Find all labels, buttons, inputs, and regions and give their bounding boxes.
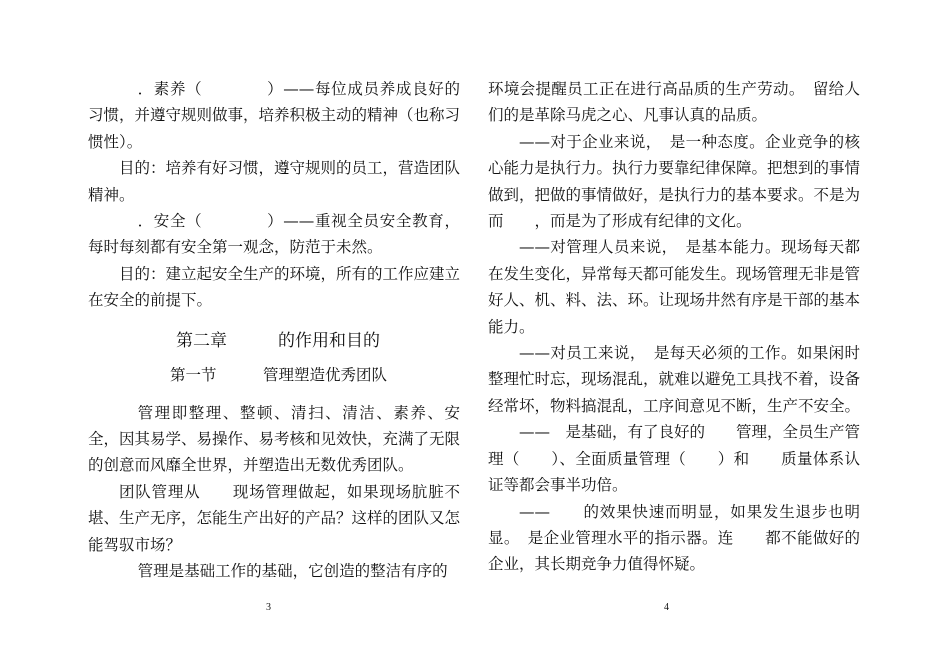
paragraph-team-management: 团队管理从 现场管理做起，如果现场肮脏不堪、生产无序，怎能生产出好的产品？这样的团队又怎能驾驭市场？ <box>88 482 461 554</box>
chapter-title: 第二章 的作用和目的 <box>176 330 380 351</box>
paragraph-management-intro: 管理即整理、整顿、清扫、清洁、素养、安全，因其易学、易操作、易考核和见效快，充满了无限的创意而风靡全世界，并塑造出无数优秀团队。 <box>88 403 461 475</box>
paragraph-safety-purpose: 目的：建立起安全生产的环境，所有的工作应建立在安全的前提下。 <box>88 264 461 310</box>
paragraph-environment: 环境会提醒员工正在进行高品质的生产劳动。 留给人们的是革除马虎之心、凡事认真的品质。 <box>488 80 860 125</box>
page-number-left: 3 <box>266 602 271 613</box>
paragraph-literacy-purpose: 目的：培养有好习惯，遵守规则的员工，营造团队精神。 <box>88 159 461 204</box>
paragraph-effect: —— 的效果快速而明显，如果发生退步也明显。 是企业管理水平的指示器。连 都不能做好的企业，其长期竞争力值得怀疑。 <box>488 502 860 574</box>
left-page-column <box>88 76 460 585</box>
paragraph-employees: ——对员工来说， 是每天必须的工作。如果闲时整理忙时忘，现场混乱，就难以避免工具找不着，设备经常坏，物料搞混乱，工序间意见不断，生产不安全。 <box>488 344 861 415</box>
paragraph-safety: ．安全（ ）——重视全员安全教育，每时每刻都有安全第一观念，防范于未然。 <box>88 212 460 257</box>
paragraph-managers: ——对管理人员来说， 是基本能力。现场每天都在发生变化，异常每天都可能发生。现场管理无非是管好人、机、料、法、环。让现场井然有序是干部的基本能力。 <box>488 238 861 336</box>
right-page-column <box>488 76 892 578</box>
paragraph-enterprise: ——对于企业来说， 是一种态度。企业竞争的核心能力是执行力。执行力要靠纪律保障。把想到的事情做到，把做的事情做好，是执行力的基本要求。不是为 而 ，而是为了形成有纪律的文化。 <box>488 132 892 231</box>
paragraph-foundation: —— 是基础，有了良好的 管理，全员生产管理（ ）、全面质量管理（ ）和 质量体系认证等都会事半功倍。 <box>488 423 861 495</box>
paragraph-management-foundation: 管理是基础工作的基础，它创造的整洁有序的 <box>137 562 448 581</box>
page-number-right: 4 <box>664 602 669 613</box>
section-title: 第一节 管理塑造优秀团队 <box>170 365 388 384</box>
paragraph-literacy: ．素养（ ）——每位成员养成良好的习惯，并遵守规则做事，培养积极主动的精神（也称习惯性）。 <box>88 80 461 151</box>
